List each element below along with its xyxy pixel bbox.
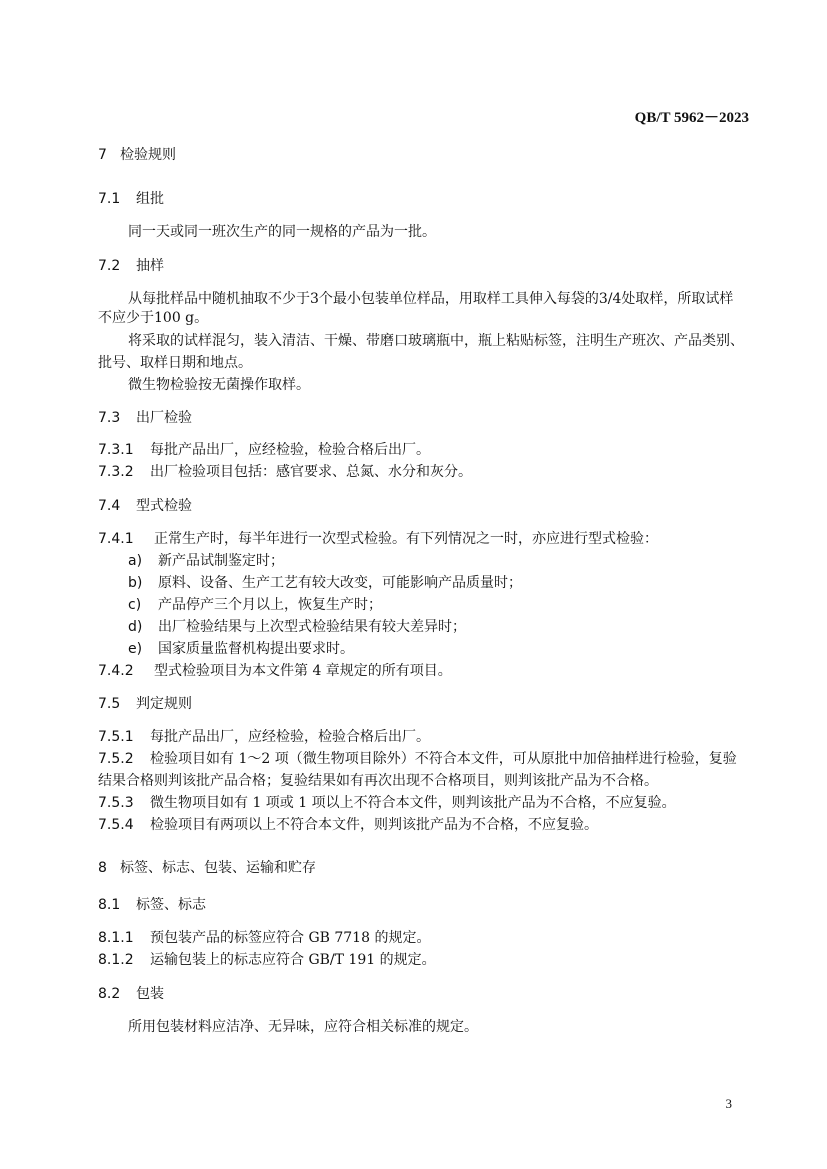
section-number: 7.4 (98, 498, 121, 514)
clause-number: 8.1.1 (98, 930, 134, 946)
clause-text: 预包装产品的标签应符合 GB 7718 的规定。 (150, 930, 431, 946)
section-title: 抽样 (136, 258, 164, 274)
clause-number: 7.5.4 (98, 817, 134, 833)
clause-continuation: 结果合格则判该批产品合格；复验结果如有再次出现不合格项目，则判该批产品为不合格。 (98, 773, 658, 789)
list-item-text: 国家质量监督机构提出要求时。 (158, 641, 354, 657)
section-7-1-heading (98, 189, 164, 209)
paragraph-line: 批号、取样日期和地点。 (98, 355, 252, 371)
list-item-text: 新产品试制鉴定时； (158, 553, 284, 569)
section-8-2-heading (98, 984, 164, 1004)
clause-7-4-1 (98, 529, 658, 549)
section-7-3-heading (98, 408, 192, 428)
clause-8-1-1 (98, 928, 430, 948)
paragraph: 所用包装材料应洁净、无异味，应符合相关标准的规定。 (128, 1019, 478, 1035)
clause-7-4-2 (98, 661, 452, 681)
chapter-8-heading (98, 858, 316, 878)
clause-8-1-2 (98, 950, 436, 970)
clause-text: 每批产品出厂，应经检验，检验合格后出厂。 (150, 729, 430, 745)
list-item (128, 551, 284, 571)
section-7-5-heading (98, 694, 192, 714)
list-item (128, 639, 354, 659)
clause-number: 7.4.1 (98, 531, 134, 547)
section-8-1-heading (98, 895, 206, 915)
clause-7-5-3 (98, 793, 676, 813)
clause-text: 每批产品出厂，应经检验，检验合格后出厂。 (150, 442, 430, 458)
clause-text: 运输包装上的标志应符合 GB/T 191 的规定。 (150, 952, 436, 968)
list-item (128, 573, 522, 593)
clause-text: 微生物项目如有 1 项或 1 项以上不符合本文件，则判该批产品为不合格，不应复验。 (150, 795, 676, 811)
chapter-title: 检验规则 (120, 147, 176, 163)
paragraph-line: 将采取的试样混匀，装入清洁、干燥、带磨口玻璃瓶中，瓶上粘贴标签，注明生产班次、产品类别、 (128, 333, 744, 349)
clause-number: 8.1.2 (98, 952, 134, 968)
clause-number: 7.3.1 (98, 442, 134, 458)
section-number: 8.2 (98, 986, 121, 1002)
section-number: 7.3 (98, 410, 121, 426)
clause-number: 7.5.3 (98, 795, 134, 811)
list-item (128, 595, 382, 615)
section-number: 7.5 (98, 696, 121, 712)
chapter-number: 7 (98, 147, 107, 163)
clause-number: 7.5.2 (98, 751, 134, 767)
section-title: 出厂检验 (136, 410, 192, 426)
paragraph: 同一天或同一班次生产的同一规格的产品为一批。 (128, 224, 436, 240)
chapter-number: 8 (98, 860, 107, 876)
clause-text: 型式检验项目为本文件第 4 章规定的所有项目。 (154, 663, 452, 679)
clause-text: 出厂检验项目包括：感官要求、总氮、水分和灰分。 (150, 464, 472, 480)
chapter-title: 标签、标志、包装、运输和贮存 (120, 860, 316, 876)
list-item-text: 产品停产三个月以上，恢复生产时； (158, 597, 382, 613)
list-item-label: b) (128, 575, 143, 591)
clause-number: 7.5.1 (98, 729, 134, 745)
list-item-text: 出厂检验结果与上次型式检验结果有较大差异时； (158, 619, 466, 635)
list-item (128, 617, 466, 637)
chapter-7-heading (98, 145, 176, 165)
clause-7-3-1 (98, 440, 430, 460)
section-title: 包装 (136, 986, 164, 1002)
clause-7-5-1 (98, 727, 430, 747)
clause-7-5-4 (98, 815, 598, 835)
section-title: 判定规则 (136, 696, 192, 712)
paragraph-line: 不应少于100 g。 (98, 310, 209, 326)
clause-number: 7.4.2 (98, 663, 134, 679)
section-title: 标签、标志 (136, 897, 206, 913)
section-7-2-heading (98, 256, 164, 276)
section-title: 组批 (136, 191, 164, 207)
document-code: QB/T 5962－2023 (634, 110, 749, 126)
paragraph-line: 从每批样品中随机抽取不少于3个最小包装单位样品，用取样工具伸入每袋的3/4处取样，所取试样 (128, 291, 734, 307)
clause-text: 检验项目如有 1～2 项（微生物项目除外）不符合本文件，可从原批中加倍抽样进行检验，复验 (150, 751, 737, 767)
section-number: 7.2 (98, 258, 121, 274)
list-item-text: 原料、设备、生产工艺有较大改变，可能影响产品质量时； (158, 575, 522, 591)
section-number: 7.1 (98, 191, 121, 207)
section-7-4-heading (98, 496, 192, 516)
list-item-label: e) (128, 641, 143, 657)
list-item-label: d) (128, 619, 143, 635)
clause-7-5-2 (98, 749, 737, 769)
page-number: 3 (725, 1096, 732, 1111)
clause-text: 检验项目有两项以上不符合本文件，则判该批产品为不合格，不应复验。 (150, 817, 598, 833)
list-item-label: c) (128, 597, 142, 613)
list-item-label: a) (128, 553, 143, 569)
clause-number: 7.3.2 (98, 464, 134, 480)
section-number: 8.1 (98, 897, 121, 913)
paragraph-line: 微生物检验按无菌操作取样。 (128, 377, 310, 393)
clause-text: 正常生产时，每半年进行一次型式检验。有下列情况之一时，亦应进行型式检验： (154, 531, 658, 547)
clause-7-3-2 (98, 462, 472, 482)
section-title: 型式检验 (136, 498, 192, 514)
